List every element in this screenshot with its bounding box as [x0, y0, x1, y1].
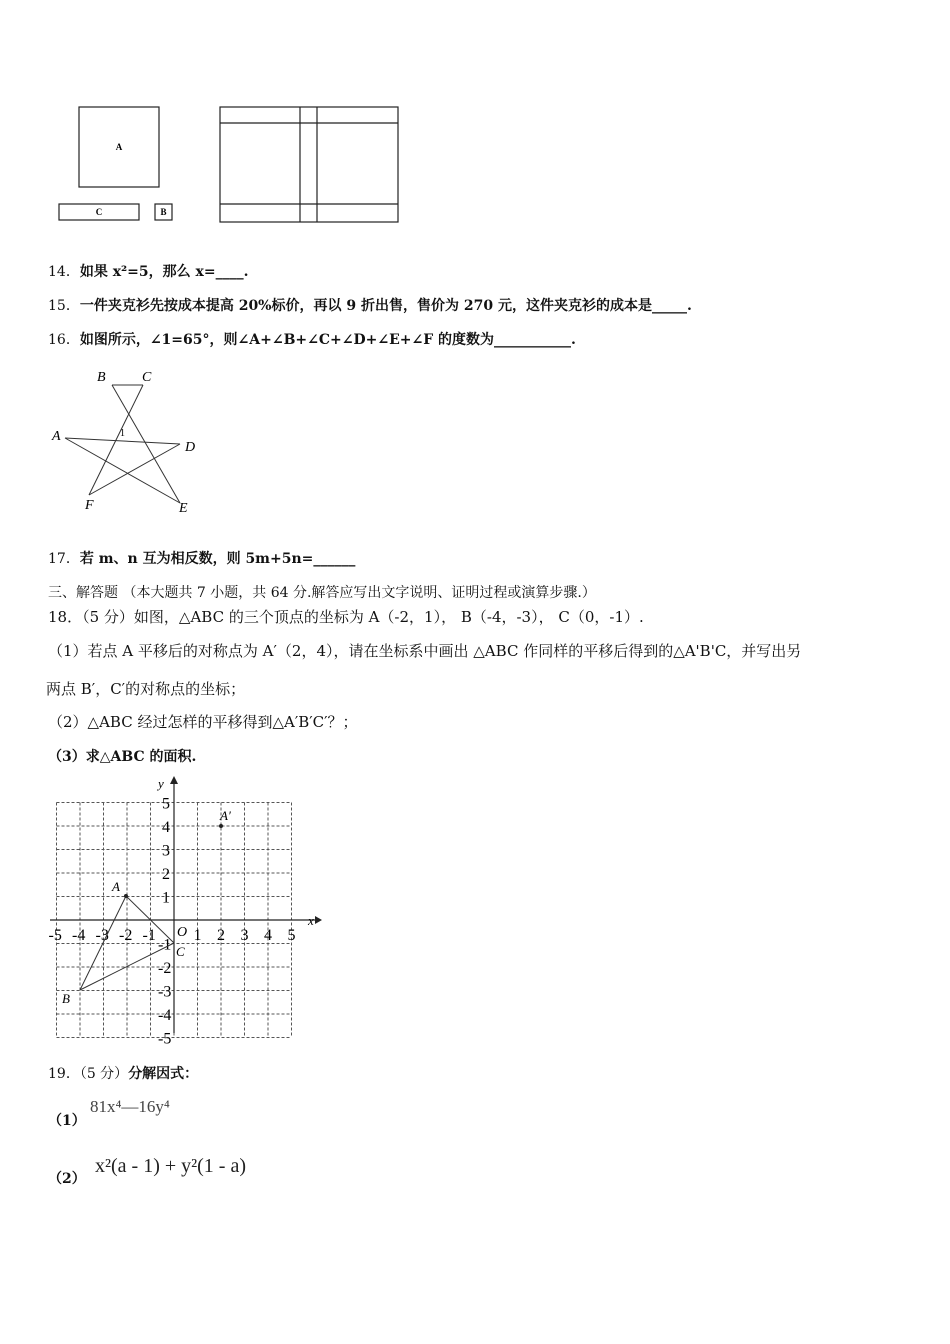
question-18-part1-line1: （1）若点 A 平移后的对称点为 A′（2，4），请在坐标系中画出 △ABC 作同样的平移后得到的△A'B'C，并写出另 — [48, 642, 802, 660]
question-16-number: 16． — [48, 332, 80, 348]
y-tick-label: 4 — [162, 819, 170, 836]
point-c-label: C — [176, 944, 185, 959]
point-a-prime-label: A′ — [220, 808, 231, 823]
star-label-a: A — [52, 429, 61, 444]
question-17-text: 若 m、n 互为相反数，则 5m+5n=______ — [79, 551, 356, 567]
x-tick-label: 5 — [287, 927, 296, 944]
square-a-label: A — [115, 142, 123, 152]
question-18-part3: （3）求△ABC 的面积. — [48, 749, 197, 765]
question-14-text: 如果 x²=5，那么 x=____. — [79, 264, 249, 280]
y-axis-label: y — [158, 776, 164, 791]
question-19-text: 分解因式： — [128, 1066, 199, 1082]
x-tick-label: 4 — [264, 927, 272, 944]
x-axis-label: x — [308, 913, 314, 928]
y-tick-label: -1 — [158, 936, 172, 954]
question-18-part2: （2）△ABC 经过怎样的平移得到△A′B′C′？； — [48, 713, 358, 731]
question-15-number: 15． — [48, 298, 80, 314]
question-18-number: 18． — [48, 608, 83, 626]
y-tick-label: 3 — [162, 842, 170, 860]
x-tick-label: -4 — [72, 927, 86, 944]
x-tick-label: -1 — [142, 927, 156, 944]
question-19-part1-label: （1） — [48, 1113, 86, 1129]
y-tick-label: -5 — [158, 1030, 172, 1048]
x-tick-label: 3 — [240, 927, 249, 944]
x-tick-label: 1 — [193, 927, 202, 944]
question-18-score: （5 分） — [82, 608, 134, 626]
question-16-text: 如图所示，∠1=65°，则∠A+∠B+∠C+∠D+∠E+∠F 的度数为___________. — [79, 332, 576, 348]
x-tick-label: -3 — [95, 927, 109, 944]
question-15 — [48, 295, 692, 315]
section-3-heading: 三、解答题 （本大题共 7 小题，共 64 分.解答应写出文字说明、证明过程或演算步骤.） — [48, 585, 596, 601]
star-label-c: C — [142, 370, 152, 385]
star-label-d: D — [185, 440, 196, 455]
square-b-label: B — [160, 207, 167, 217]
star-label-e: E — [179, 501, 188, 516]
y-tick-label: -4 — [158, 1007, 172, 1024]
y-tick-label: -3 — [158, 983, 172, 1001]
point-a — [124, 894, 128, 898]
question-19-part2-label: （2） — [48, 1171, 86, 1187]
y-tick-label: 1 — [162, 889, 170, 907]
point-b-label: B — [62, 991, 70, 1006]
star-angle-label: 1 — [120, 428, 125, 439]
question-17-number: 17． — [48, 551, 80, 567]
rectangles-figure — [50, 100, 410, 230]
question-19-part2-expr: x²(a - 1) + y²(1 - a) — [95, 1155, 246, 1177]
x-tick-label: -2 — [119, 927, 133, 944]
rect-c-label: C — [95, 207, 103, 217]
x-tick-label: 2 — [217, 927, 225, 944]
y-tick-label: 2 — [162, 866, 170, 883]
y-axis-arrow — [170, 776, 178, 784]
x-axis-arrow — [315, 916, 322, 924]
question-14 — [48, 261, 248, 281]
composite-rectangle — [220, 107, 398, 222]
star-label-b: B — [97, 370, 106, 385]
x-tick-label: -5 — [48, 927, 62, 944]
star-label-f: F — [85, 498, 94, 513]
y-tick-label: 5 — [162, 795, 170, 813]
point-a-prime — [219, 824, 223, 828]
question-15-text: 一件夹克衫先按成本提高 20%标价，再以 9 折出售，售价为 270 元，这件夹克衫的成本是_____. — [79, 298, 692, 314]
question-19 — [48, 1063, 198, 1083]
y-tick-label: -2 — [158, 960, 172, 977]
question-17 — [48, 548, 355, 568]
coordinate-grid — [40, 770, 330, 1050]
question-19-part1-expr: 81x⁴—16y⁴ — [90, 1097, 170, 1116]
question-19-number: 19． — [48, 1066, 80, 1082]
question-18 — [48, 606, 644, 627]
star-figure — [45, 365, 215, 520]
question-18-part1-line2: 两点 B′，C′的对称点的坐标； — [46, 680, 246, 698]
origin-label: O — [177, 925, 188, 940]
point-a-label: A — [112, 879, 120, 894]
question-18-text: 如图，△ABC 的三个顶点的坐标为 A（-2，1）， B（-4，-3）， C（0，-1）. — [133, 608, 644, 626]
question-16 — [48, 329, 576, 349]
question-14-number: 14． — [48, 264, 80, 280]
question-19-score: （5 分） — [79, 1066, 129, 1082]
